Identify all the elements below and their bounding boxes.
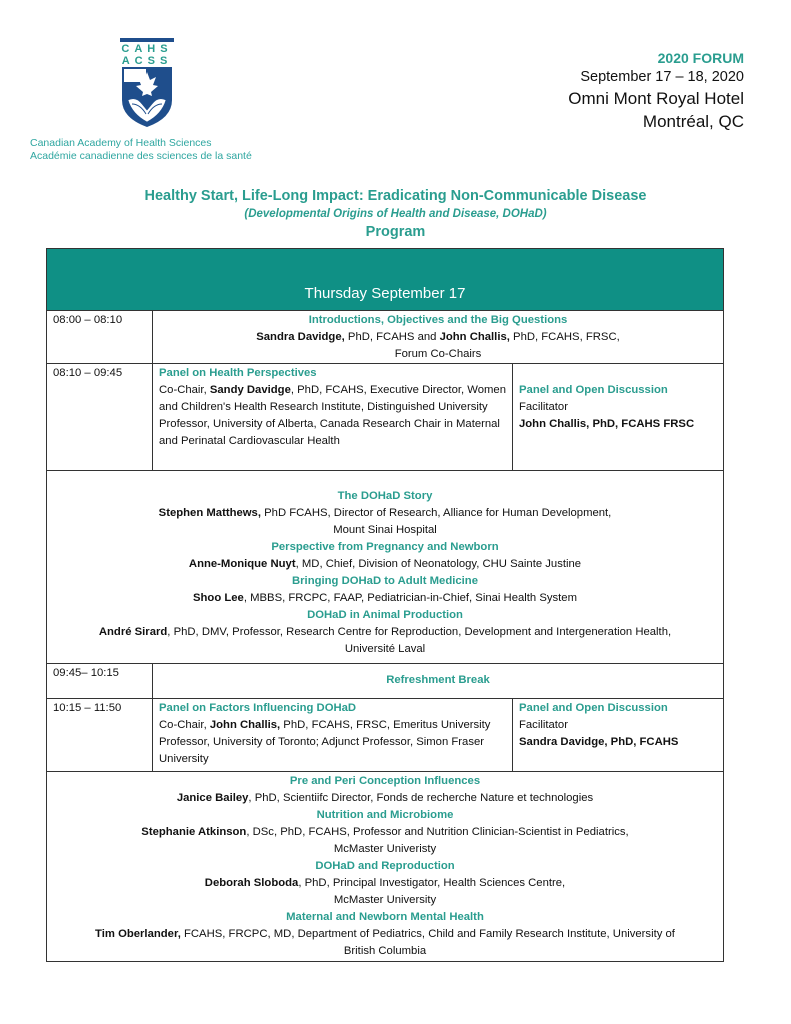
table-row-break [47,664,723,699]
org-name-en: Canadian Academy of Health Sciences [30,137,212,149]
speaker-name: John Challis, [439,331,510,343]
talk-item [53,607,717,658]
talk-item [53,539,717,573]
speaker-credentials: , DSc, PhD, FCAHS, Professor and Nutrition Clinician-Scientist in Pediatrics, [246,826,629,838]
discussion-heading: Panel and Open Discussion [519,384,668,396]
talk-item [53,909,717,960]
table-row-intro [47,311,723,364]
session-heading: Panel on Health Perspectives [159,367,317,379]
talk-heading: DOHaD in Animal Production [307,609,463,621]
speaker-credentials: , PhD, Principal Investigator, Health Sciences Centre, [298,877,566,889]
speaker-credentials: , PhD, Scientiifc Director, Fonds de recherche Nature et technologies [248,792,594,804]
session-cell [153,699,723,771]
talk-item [53,807,717,858]
speaker-affiliation: Université Laval [344,643,426,655]
sub-title: (Developmental Origins of Health and Disease, DOHaD) [244,208,547,220]
org-name-fr: Académie canadienne des sciences de la santé [30,150,252,162]
speaker-credentials: PhD, FCAHS, FRSC, Emeritus University Professor, University of Toronto; Adjunct Professor, Simon Fraser University [159,719,491,765]
talk-heading: Bringing DOHaD to Adult Medicine [292,575,478,587]
speaker-name: Stephen Matthews, [158,507,261,519]
speaker-name: Deborah Sloboda [204,877,299,889]
table-row-panel1 [47,364,723,471]
cahs-logo [118,38,176,128]
speaker-name: Stephanie Atkinson [141,826,247,838]
talk-item [53,773,717,807]
speaker-affiliation: British Columbia [343,945,427,957]
facilitator-name: Sandra Davidge, PhD, FCAHS [519,736,679,748]
time-cell: 08:10 – 09:45 [47,364,153,470]
table-row-talks1 [47,471,723,664]
speaker-affiliation: McMaster Univeristy [333,843,437,855]
break-label: Refreshment Break [386,674,490,686]
speaker-credentials: PhD, FCAHS, FRSC, [509,331,620,343]
time-cell: 08:00 – 08:10 [47,311,153,363]
speaker-credentials: , PhD, DMV, Professor, Research Centre for Reproduction, Development and Intergeneration Health, [167,626,672,638]
facilitator-label: Facilitator [519,401,568,413]
forum-info [568,49,744,133]
program-label: Program [365,224,426,240]
speaker-credentials: , MD, Chief, Division of Neonatology, CHU Sainte Justine [295,558,582,570]
session-heading: Introductions, Objectives and the Big Questions [308,314,568,326]
program-table [46,248,724,962]
title-block [0,187,791,242]
talk-heading: Pre and Peri Conception Influences [289,775,481,787]
speaker-credentials: , PhD, FCAHS, Executive Director, Women and Children's Health Research Institute, Distinguished University Professor, University of Alberta, Canada Research Chair in Maternal and Perinatal Cardiovascular Health [159,384,506,447]
forum-title: 2020 FORUM [657,50,744,66]
speaker-affiliation: Mount Sinai Hospital [333,524,437,536]
speaker-name: John Challis, [209,719,281,731]
discussion-heading: Panel and Open Discussion [519,702,668,714]
speaker-credentials: PhD FCAHS, Director of Research, Alliance for Human Development, [260,507,612,519]
speaker-credentials: FCAHS, FRCPC, MD, Department of Pediatrics, Child and Family Research Institute, University of [180,928,675,940]
talk-heading: The DOHaD Story [337,490,433,502]
break-cell [153,664,723,698]
speaker-name: Sandy Davidge [209,384,291,396]
talk-heading: Nutrition and Microbiome [316,809,454,821]
speaker-name: André Sirard [98,626,168,638]
talks-cell [47,772,723,961]
talks-cell [47,471,723,663]
time-cell: 10:15 – 11:50 [47,699,153,771]
session-cell [153,311,723,363]
speaker-affiliation: McMaster University [333,894,437,906]
speaker-name: Sandra Davidge, [256,331,345,343]
session-heading: Panel on Factors Influencing DOHaD [159,702,357,714]
talk-heading: DOHaD and Reproduction [315,860,455,872]
forum-venue: Omni Mont Royal Hotel [568,89,744,108]
talk-item [53,488,717,539]
panel-discussion [513,699,723,771]
main-title: Healthy Start, Life-Long Impact: Eradicating Non-Communicable Disease [144,188,647,204]
logo-text-bottom: ACSS [121,55,173,67]
facilitator-label: Facilitator [519,719,568,731]
speaker-role: Forum Co-Chairs [394,348,482,360]
panel-description [153,364,513,470]
session-cell [153,364,723,470]
forum-dates: September 17 – 18, 2020 [580,69,744,85]
speaker-name: Tim Oberlander, [95,928,181,940]
speaker-name: Janice Bailey [176,792,249,804]
session-speakers [159,329,717,346]
table-row-talks2 [47,772,723,961]
talk-heading: Perspective from Pregnancy and Newborn [271,541,499,553]
co-chair-label: Co-Chair, [159,384,210,396]
speaker-credentials: PhD, FCAHS and [344,331,440,343]
panel-discussion [513,364,723,470]
talk-heading: Maternal and Newborn Mental Health [286,911,484,923]
facilitator-name: John Challis, PhD, FCAHS FRSC [519,418,695,430]
logo-text-top: CAHS [121,43,173,55]
table-row-panel2 [47,699,723,772]
talk-item [53,573,717,607]
panel-description [153,699,513,771]
day-header: Thursday September 17 [47,249,723,311]
forum-city: Montréal, QC [642,112,744,131]
speaker-credentials: , MBBS, FRCPC, FAAP, Pediatrician-in-Chief, Sinai Health System [243,592,577,604]
speaker-name: Anne-Monique Nuyt [188,558,296,570]
co-chair-label: Co-Chair, [159,719,210,731]
talk-item [53,858,717,909]
time-cell: 09:45– 10:15 [47,664,153,698]
speaker-name: Shoo Lee [192,592,244,604]
